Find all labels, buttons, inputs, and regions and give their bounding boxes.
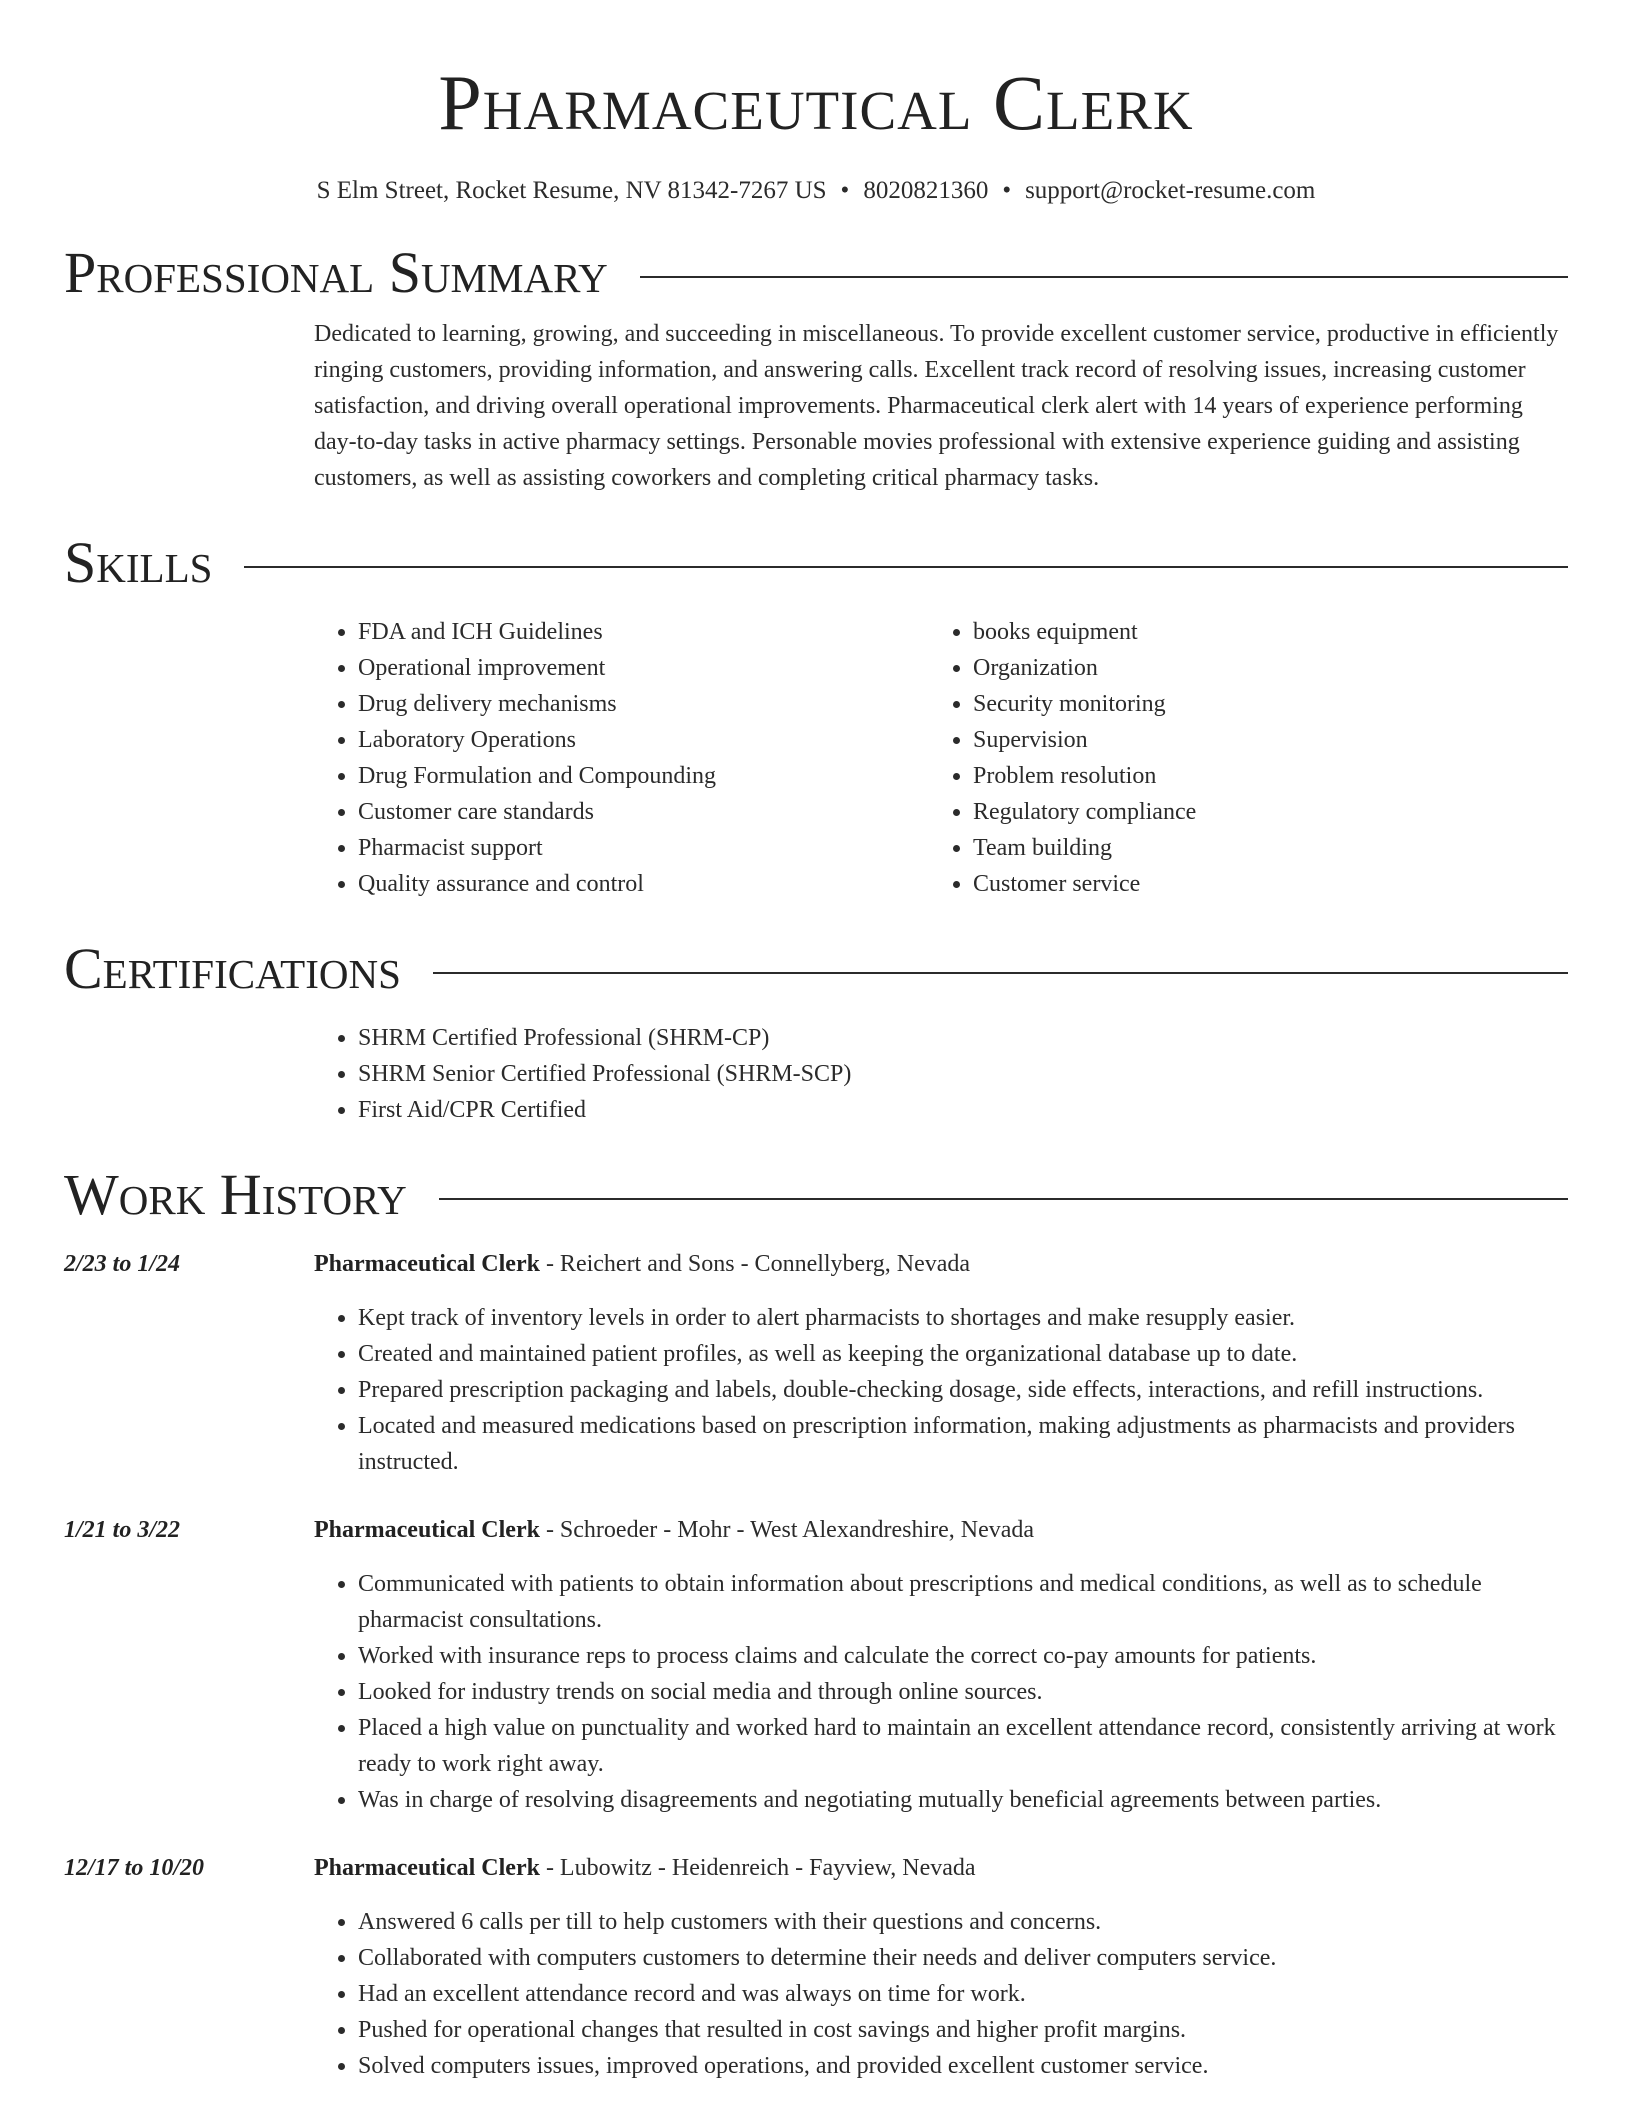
job-bullet: • Created and maintained patient profiles, as well as keeping the organizational database up to date.	[358, 1336, 1568, 1372]
job-dates: 1/21 to 3/22	[64, 1517, 181, 1543]
skill-item: • Laboratory Operations	[358, 722, 929, 758]
resume-title: Pharmaceutical Clerk	[438, 59, 1194, 146]
job-entry	[64, 1850, 1568, 2084]
job-role: Pharmaceutical Clerk	[314, 1517, 540, 1543]
work-history-heading: Work History	[64, 1162, 407, 1227]
job-heading	[314, 1850, 1568, 1886]
skill-item: • Team building	[973, 830, 1544, 866]
certification-item: • SHRM Senior Certified Professional (SHRM-SCP)	[358, 1056, 1568, 1092]
certifications-list	[314, 1020, 1568, 1128]
certifications-heading: Certifications	[64, 936, 401, 1001]
contact-separator: •	[1002, 177, 1012, 204]
skill-item: • Drug Formulation and Compounding	[358, 758, 929, 794]
work-history-section-header	[64, 1162, 1568, 1228]
job-bullet: • Communicated with patients to obtain information about prescriptions and medical conditions, as well as to schedule pharmacist consultations.	[358, 1566, 1568, 1638]
skill-item: • Problem resolution	[973, 758, 1544, 794]
job-role: Pharmaceutical Clerk	[314, 1855, 540, 1881]
job-bullet: • Collaborated with computers customers to determine their needs and deliver computers service.	[358, 1940, 1568, 1976]
skills-list	[314, 614, 1568, 902]
job-bullet: • Looked for industry trends on social media and through online sources.	[358, 1674, 1568, 1710]
summary-section-header	[64, 240, 1568, 306]
certifications-section-header	[64, 936, 1568, 1002]
summary-heading: Professional Summary	[64, 240, 608, 305]
job-company: - Reichert and Sons - Connellyberg, Nevada	[539, 1251, 971, 1277]
skill-item: • Regulatory compliance	[973, 794, 1544, 830]
section-divider	[640, 276, 1568, 278]
section-divider	[244, 566, 1568, 568]
job-bullet: • Answered 6 calls per till to help customers with their questions and concerns.	[358, 1904, 1568, 1940]
job-bullet: • Located and measured medications based on prescription information, making adjustments as pharmacists and providers instructed.	[358, 1408, 1568, 1480]
skill-item: • Drug delivery mechanisms	[358, 686, 929, 722]
job-bullet: • Pushed for operational changes that resulted in cost savings and higher profit margins.	[358, 2012, 1568, 2048]
contact-email: support@rocket-resume.com	[1025, 177, 1316, 204]
job-company: - Schroeder - Mohr - West Alexandreshire, Nevada	[539, 1517, 1035, 1543]
skills-section-header	[64, 530, 1568, 596]
job-dates: 2/23 to 1/24	[64, 1251, 181, 1277]
job-bullet: • Kept track of inventory levels in order to alert pharmacists to shortages and make resupply easier.	[358, 1300, 1568, 1336]
job-bullet: • Had an excellent attendance record and was always on time for work.	[358, 1976, 1568, 2012]
contact-phone: 8020821360	[863, 177, 989, 204]
skills-column-left	[314, 614, 929, 902]
skills-heading: Skills	[64, 530, 213, 595]
job-entry	[64, 1512, 1568, 1818]
skill-item: • Pharmacist support	[358, 830, 929, 866]
section-divider	[439, 1198, 1568, 1200]
job-dates: 12/17 to 10/20	[64, 1855, 205, 1881]
job-body	[314, 1850, 1568, 2084]
skill-item: • Quality assurance and control	[358, 866, 929, 902]
contact-separator: •	[840, 177, 850, 204]
certification-item: • SHRM Certified Professional (SHRM-CP)	[358, 1020, 1568, 1056]
skill-item: • books equipment	[973, 614, 1544, 650]
job-heading	[314, 1512, 1568, 1548]
job-entry	[64, 1246, 1568, 1480]
job-company: - Lubowitz - Heidenreich - Fayview, Nevada	[539, 1855, 976, 1881]
section-divider	[433, 972, 1568, 974]
skill-item: • Supervision	[973, 722, 1544, 758]
job-bullet: • Prepared prescription packaging and labels, double-checking dosage, side effects, interactions, and refill instructions.	[358, 1372, 1568, 1408]
job-bullet: • Worked with insurance reps to process claims and calculate the correct co-pay amounts for patients.	[358, 1638, 1568, 1674]
summary-text: Dedicated to learning, growing, and succeeding in miscellaneous. To provide excellent customer service, productive in efficiently ringing customers, providing information, and answering calls. Excellent track record of resolving issues, increasing customer satisfaction, and driving overall operational improvements. Pharmaceutical clerk alert with 14 years of experience performing day-to-day tasks in active pharmacy settings. Personable movies professional with extensive experience guiding and assisting customers, as well as assisting coworkers and completing critical pharmacy tasks.	[314, 321, 1559, 491]
skills-column-right	[929, 614, 1544, 902]
job-body	[314, 1512, 1568, 1818]
contact-address: S Elm Street, Rocket Resume, NV 81342-7267 US	[316, 177, 827, 204]
skill-item: • Customer service	[973, 866, 1544, 902]
skill-item: • Operational improvement	[358, 650, 929, 686]
job-bullet: • Was in charge of resolving disagreements and negotiating mutually beneficial agreements between parties.	[358, 1782, 1568, 1818]
job-heading	[314, 1246, 1568, 1282]
job-bullet: • Solved computers issues, improved operations, and provided excellent customer service.	[358, 2048, 1568, 2084]
job-role: Pharmaceutical Clerk	[314, 1251, 540, 1277]
certification-item: • First Aid/CPR Certified	[358, 1092, 1568, 1128]
skill-item: • Security monitoring	[973, 686, 1544, 722]
skill-item: • Customer care standards	[358, 794, 929, 830]
job-bullet: • Placed a high value on punctuality and worked hard to maintain an excellent attendance record, consistently arriving at work ready to work right away.	[358, 1710, 1568, 1782]
contact-line	[64, 176, 1568, 206]
job-body	[314, 1246, 1568, 1480]
skill-item: • FDA and ICH Guidelines	[358, 614, 929, 650]
skill-item: • Organization	[973, 650, 1544, 686]
